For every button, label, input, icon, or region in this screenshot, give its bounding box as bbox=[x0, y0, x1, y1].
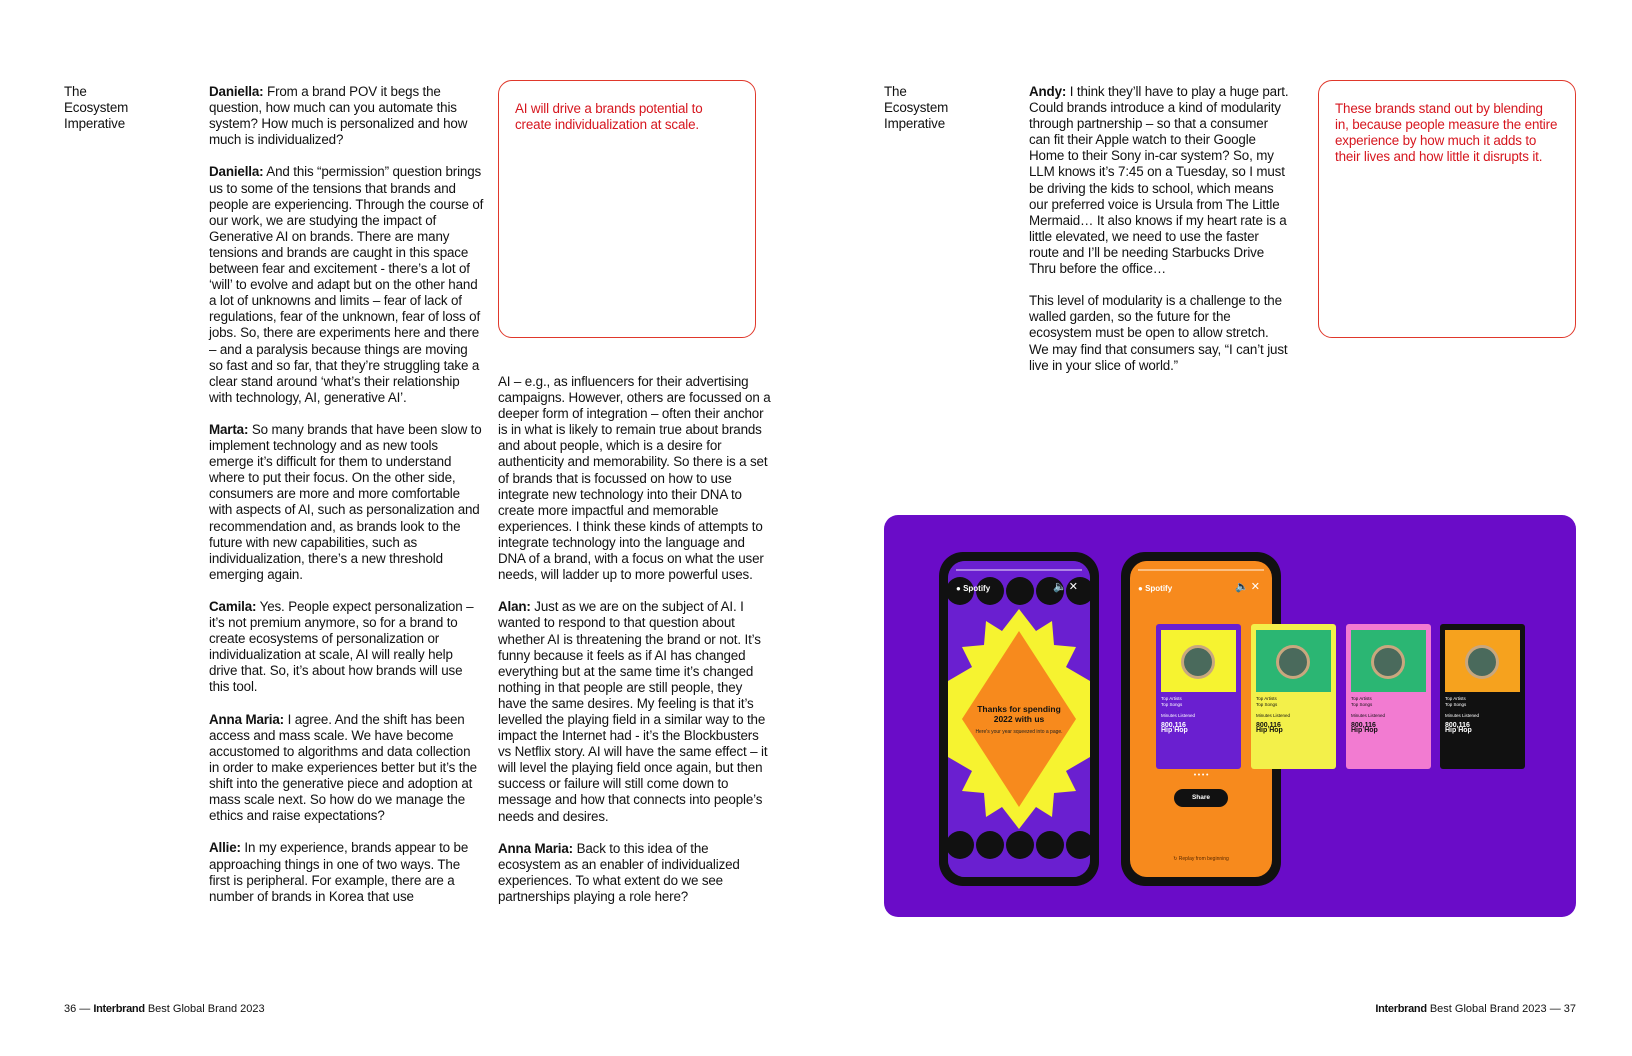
pull-quote-text: AI will drive a brands potential to create individualization at scale. bbox=[515, 101, 703, 133]
story-progress-bar bbox=[956, 569, 1082, 571]
speaker-name: Allie: bbox=[209, 840, 241, 856]
pull-quote-right bbox=[1318, 80, 1576, 338]
speaker-name: Camila: bbox=[209, 599, 257, 614]
mute-close-icons: 🔈✕ bbox=[1053, 581, 1080, 593]
card-genre: Hip Hop bbox=[1256, 727, 1283, 734]
card-minutes-label: Minutes Listened bbox=[1351, 713, 1386, 718]
paragraph bbox=[209, 422, 484, 583]
share-card bbox=[1440, 624, 1525, 769]
paragraph bbox=[209, 712, 484, 825]
publication-title: Best Global Brand 2023 — 37 bbox=[1426, 1003, 1576, 1015]
story-progress-bar bbox=[1138, 569, 1264, 571]
card-artwork bbox=[1256, 630, 1331, 692]
wrapped-subtitle: Here's your year squeezed into a page. bbox=[975, 729, 1063, 735]
share-card bbox=[1346, 624, 1431, 769]
spotify-logo: ● Spotify bbox=[956, 584, 991, 593]
card-top-artists: Top Artists bbox=[1351, 696, 1372, 701]
paragraph bbox=[498, 599, 773, 824]
speaker-name: Daniella: bbox=[209, 84, 264, 99]
spotify-wrapped-image bbox=[884, 515, 1576, 917]
section-label-line: Imperative bbox=[64, 116, 126, 132]
brand-name: Interbrand bbox=[93, 1003, 145, 1015]
replay-link[interactable]: ↻ Replay from beginning bbox=[1173, 856, 1229, 862]
page-dots: • • • • bbox=[1193, 772, 1209, 779]
footer-right bbox=[1375, 1003, 1576, 1016]
card-minutes-label: Minutes Listened bbox=[1256, 713, 1291, 718]
pull-quote-left bbox=[498, 80, 756, 338]
card-genre: Hip Hop bbox=[1351, 727, 1378, 734]
card-artwork bbox=[1161, 630, 1236, 692]
card-artwork bbox=[1351, 630, 1426, 692]
paragraph bbox=[1029, 293, 1289, 373]
speaker-name: Alan: bbox=[498, 599, 531, 615]
section-label-left bbox=[64, 84, 164, 132]
card-minutes-value: 800,116 bbox=[1161, 721, 1186, 729]
publication-title: Best Global Brand 2023 bbox=[144, 1003, 265, 1015]
paragraph-text: Yes. People expect personalization – it’s not premium anymore, so for a brand to create ecosystems of personalization or individualization at scale, AI will really help drive that. So, it’s about how brands will use this tool. bbox=[209, 599, 474, 695]
phone-screen-1 bbox=[948, 561, 1090, 877]
paragraph-text: Just as we are on the subject of AI. I wanted to respond to that question about whether AI is threatening the brand or not. It’s funny because it feels as if AI has changed everything but at the same time it’s changed nothing in that people are still people, they have the same desires. My feeling is that it’s levelled the playing field in a similar way to the impact the Internet had - it’s the Blockbusters vs Netflix story. AI will have the same effect – it will level the playing field once again, but then success or failure will still come down to message and how that connects into people’s needs and desires. bbox=[498, 599, 768, 824]
card-artwork bbox=[1445, 630, 1520, 692]
share-card bbox=[1156, 624, 1241, 769]
paragraph-text: This level of modularity is a challenge to the walled garden, so the future for the ecosystem must be open to allow stretch. We may find that consumers say, “I can’t just live in your slice of world.” bbox=[1029, 293, 1288, 373]
paragraph-text: From a brand POV it begs the question, how much can you automate this system? How much is personalized and how much is individualized? bbox=[209, 84, 468, 148]
card-genre: Hip Hop bbox=[1445, 727, 1472, 734]
paragraph-text: I think they’ll have to play a huge part. Could brands introduce a kind of modularity through partnership – so that a consumer can fit their Apple watch to their Google Home to their Sony in-car system? So, my LLM knows it’s 7:45 on a Tuesday, so I must be driving the kids to school, which means our preferred voice is Ursula from The Little Mermaid… It also knows if my heart rate is a little elevated, we need to use the faster route and I’ll be needing Starbucks Drive Thru before the office… bbox=[1029, 84, 1289, 277]
speaker-name: Marta: bbox=[209, 421, 249, 437]
left-column-2 bbox=[498, 374, 773, 921]
paragraph-text: AI – e.g., as influencers for their advertising campaigns. However, others are focussed on a deeper form of integration – often their anchor is in what is likely to remain true about brands and about people, which is a desire for authenticity and memorability. So there is a set of brands that is focussed on how to use integrate new technology into their DNA to create more impactful and memorable experiences. I think these kinds of attempts to integrate technology into the language and DNA of a brand, with a focus on what the user needs, will ladder up to more powerful uses. bbox=[498, 374, 771, 583]
paragraph bbox=[1029, 84, 1289, 277]
wrapped-title: Thanks for spending 2022 with us bbox=[977, 704, 1061, 724]
speaker-name: Daniella: bbox=[209, 164, 264, 180]
paragraph bbox=[209, 164, 484, 405]
paragraph-text: I agree. And the shift has been access and mass scale. We have become accustomed to algorithms and data collection in order to make experiences better but it’s the shift into the generative piece and adoption at mass scale next. So how do we manage the ethics and raise expectations? bbox=[209, 711, 477, 824]
paragraph-text: And this “permission” question brings us to some of the tensions that brands and people are experiencing. Through the course of our work, we are studying the impact of Generative AI on brands. There are many tensions and brands are caught in this space between fear and excitement - there’s a lot of ‘will’ to evolve and adapt but on the other hand a lot of unknowns and limits – fear of lack of regulations, fear of the unknown, fear of loss of jobs. So, there are experiments here and there – and a paralysis because things are moving so fast and so far, that they’re struggling take a clear stand around ‘what’s their relationship with technology, AI, generative AI’. bbox=[209, 164, 484, 405]
card-top-songs: Top Songs bbox=[1256, 701, 1278, 707]
artist-photo bbox=[1371, 645, 1405, 679]
replay-label: Replay from beginning bbox=[1178, 856, 1229, 862]
spotify-logo: ● Spotify bbox=[1138, 584, 1173, 593]
card-minutes-value: 800,116 bbox=[1351, 721, 1376, 729]
card-minutes-value: 800,116 bbox=[1256, 721, 1281, 729]
section-label-line: Imperative bbox=[884, 116, 946, 132]
share-card bbox=[1251, 624, 1336, 769]
pull-quote-text: These brands stand out by blending in, because people measure the entire experience by how much it adds to their lives and how little it disrupts it. bbox=[1335, 101, 1558, 165]
paragraph-text: So many brands that have been slow to implement technology and as new tools emerge it’s difficult for them to understand where to put their focus. On the other side, consumers are more and more comfortable with aspects of AI, such as personalization and recommendation and, as brands look to the future with new capabilities, such as individualization, there’s a new threshold emerging again. bbox=[209, 421, 482, 582]
artist-photo bbox=[1465, 645, 1499, 679]
card-top-artists: Top Artists bbox=[1161, 696, 1182, 701]
card-minutes-value: 800,116 bbox=[1445, 721, 1470, 729]
section-label-line: The bbox=[884, 84, 907, 99]
right-column-1 bbox=[1029, 84, 1289, 390]
paragraph bbox=[498, 374, 773, 583]
mute-close-icons: 🔈✕ bbox=[1235, 581, 1262, 593]
paragraph-text: Back to this idea of the ecosystem as an enabler of individualized experiences. To what extent do we see partnerships playing a role here? bbox=[498, 840, 740, 904]
card-minutes-label: Minutes Listened bbox=[1445, 713, 1480, 718]
card-top-songs: Top Songs bbox=[1351, 701, 1373, 707]
card-top-artists: Top Artists bbox=[1256, 696, 1277, 701]
card-top-artists: Top Artists bbox=[1445, 696, 1466, 701]
paragraph bbox=[209, 599, 484, 696]
paragraph bbox=[209, 84, 484, 148]
speaker-name: Andy: bbox=[1029, 84, 1067, 99]
phone-mockup-1 bbox=[939, 552, 1099, 886]
paragraph bbox=[498, 841, 773, 905]
speaker-name: Anna Maria: bbox=[498, 840, 573, 856]
artist-photo bbox=[1181, 645, 1215, 679]
page-number: 36 — bbox=[64, 1003, 94, 1015]
speaker-name: Anna Maria: bbox=[209, 711, 284, 727]
footer-left bbox=[64, 1003, 265, 1016]
card-minutes-label: Minutes Listened bbox=[1161, 713, 1196, 718]
paragraph bbox=[209, 840, 484, 904]
card-top-songs: Top Songs bbox=[1445, 701, 1467, 707]
section-label-line: The bbox=[64, 84, 87, 99]
app-name: Spotify bbox=[1145, 584, 1173, 593]
share-button[interactable]: Share bbox=[1174, 789, 1228, 807]
section-label-line: Ecosystem bbox=[884, 100, 949, 116]
app-name: Spotify bbox=[963, 584, 991, 593]
left-column-1 bbox=[209, 84, 484, 921]
section-label-right bbox=[884, 84, 984, 132]
card-top-songs: Top Songs bbox=[1161, 701, 1183, 707]
section-label-line: Ecosystem bbox=[64, 100, 129, 116]
card-genre: Hip Hop bbox=[1161, 727, 1188, 734]
artist-photo bbox=[1276, 645, 1310, 679]
brand-name: Interbrand bbox=[1375, 1003, 1427, 1015]
paragraph-text: In my experience, brands appear to be approaching things in one of two ways. The first is peripheral. For example, there are a number of brands in Korea that use bbox=[209, 840, 469, 904]
